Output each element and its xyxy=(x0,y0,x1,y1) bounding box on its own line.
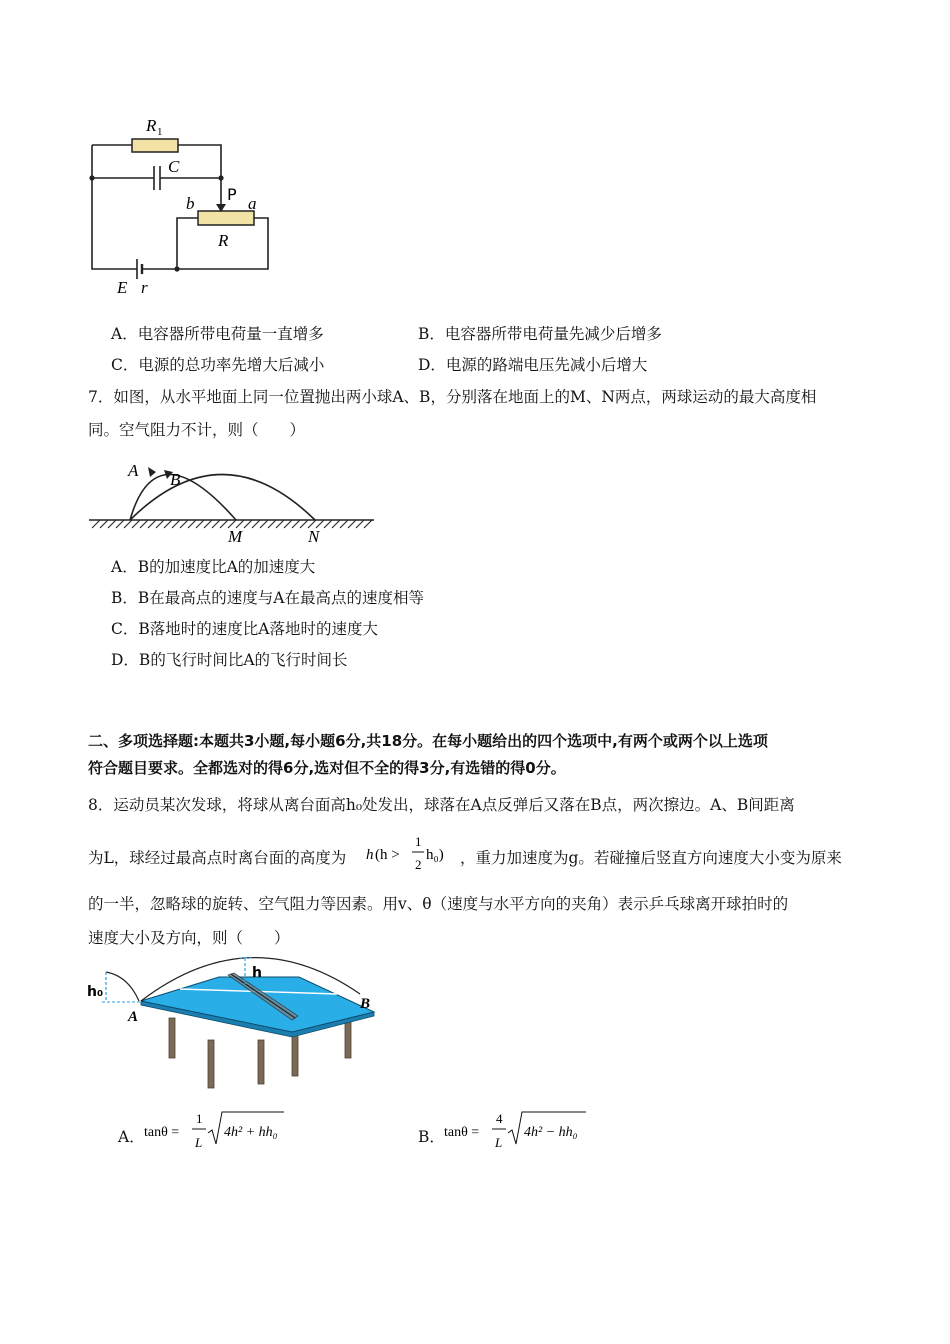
label-p: P xyxy=(227,185,237,204)
circuit-diagram xyxy=(80,108,280,303)
q8-option-a-formula xyxy=(144,1106,294,1156)
label-point-m: M xyxy=(228,527,243,546)
svg-text:h₀): h₀) xyxy=(426,847,444,863)
label-point-n: N xyxy=(308,527,320,546)
label-r1-sub: 1 xyxy=(157,126,163,138)
q8-stem-line3: 的一半，忽略球的旋转、空气阻力等因素。用v、θ（速度与水平方向的夹角）表示乒乓球离开球拍时的 xyxy=(88,895,789,913)
label-a: a xyxy=(248,194,257,213)
svg-text:L: L xyxy=(195,1135,203,1150)
svg-text:4: 4 xyxy=(496,1111,503,1126)
section2-heading-line1: 二、多项选择题:本题共3小题,每小题6分,共18分。在每小题给出的四个选项中,有两个或两个以上选项 xyxy=(88,732,768,750)
label-b: b xyxy=(186,194,195,213)
svg-text:tanθ =: tanθ = xyxy=(444,1125,480,1140)
q8-stem-line2a: 为L，球经过最高点时离台面的高度为 xyxy=(88,849,347,867)
label-h: h xyxy=(252,965,262,981)
q6-option-c: C．电源的总功率先增大后减小 xyxy=(111,356,325,374)
q8-stem-line2b: ，重力加速度为g。若碰撞后竖直方向速度大小变为原来 xyxy=(460,849,842,867)
q7-stem-line2: 同。空气阻力不计，则（ ） xyxy=(88,421,306,439)
svg-text:(h >: (h > xyxy=(375,847,400,863)
svg-text:L: L xyxy=(495,1135,503,1150)
resistor-r1 xyxy=(132,139,178,152)
label-point-a: A xyxy=(128,1009,139,1025)
ball-trajectory-serve xyxy=(106,972,139,1001)
svg-text:tanθ =: tanθ = xyxy=(144,1125,180,1140)
q8-option-b-formula xyxy=(444,1106,594,1156)
svg-text:4h² + hh₀: 4h² + hh₀ xyxy=(224,1125,278,1140)
q7-option-d: D．B的飞行时间比A的飞行时间长 xyxy=(111,651,348,669)
svg-text:1: 1 xyxy=(196,1111,203,1126)
svg-text:h: h xyxy=(366,847,374,863)
trajectory-a xyxy=(130,475,236,521)
label-r1: R xyxy=(146,116,157,135)
q6-option-b: B．电容器所带电荷量先减少后增多 xyxy=(418,325,662,343)
label-r: R xyxy=(218,231,229,250)
label-e: E xyxy=(117,278,128,297)
svg-text:1: 1 xyxy=(415,834,422,849)
label-r-internal: r xyxy=(141,278,148,297)
label-h0: h₀ xyxy=(87,984,104,1000)
q7-option-a: A．B的加速度比A的加速度大 xyxy=(111,558,316,576)
q8-option-b-label: B． xyxy=(418,1128,445,1146)
q6-option-a: A．电容器所带电荷量一直增多 xyxy=(111,325,324,343)
q6-option-d: D．电源的路端电压先减小后增大 xyxy=(418,356,648,374)
label-ball-b: B xyxy=(170,470,181,489)
trajectory-b xyxy=(130,475,315,521)
q7-option-c: C．B落地时的速度比A落地时的速度大 xyxy=(111,620,378,638)
q7-option-b: B．B在最高点的速度与A在最高点的速度相等 xyxy=(111,589,424,607)
section2-heading-line2: 符合题目要求。全都选对的得6分,选对但不全的得3分,有选错的得0分。 xyxy=(88,759,566,777)
label-c: C xyxy=(168,157,180,176)
label-ball-a: A xyxy=(128,461,139,480)
q8-height-condition xyxy=(364,829,460,879)
label-point-b: B xyxy=(360,996,371,1012)
q8-stem-line1: 8．运动员某次发球，将球从离台面高h₀处发出，球落在A点反弹后又落在B点，两次擦边。A、B间距离 xyxy=(88,796,795,814)
projectile-figure xyxy=(86,444,378,546)
svg-text:2: 2 xyxy=(415,857,422,872)
q8-option-a-label: A． xyxy=(118,1128,145,1146)
q8-stem-line4: 速度大小及方向，则（ ） xyxy=(88,929,290,947)
table-tennis-figure xyxy=(84,950,384,1092)
q7-stem-line1: 7．如图，从水平地面上同一位置抛出两小球A、B，分别落在地面上的M、N两点，两球运动的最大高度相 xyxy=(88,388,817,406)
rheostat-r xyxy=(198,211,254,225)
svg-text:4h² − hh₀: 4h² − hh₀ xyxy=(524,1125,578,1140)
